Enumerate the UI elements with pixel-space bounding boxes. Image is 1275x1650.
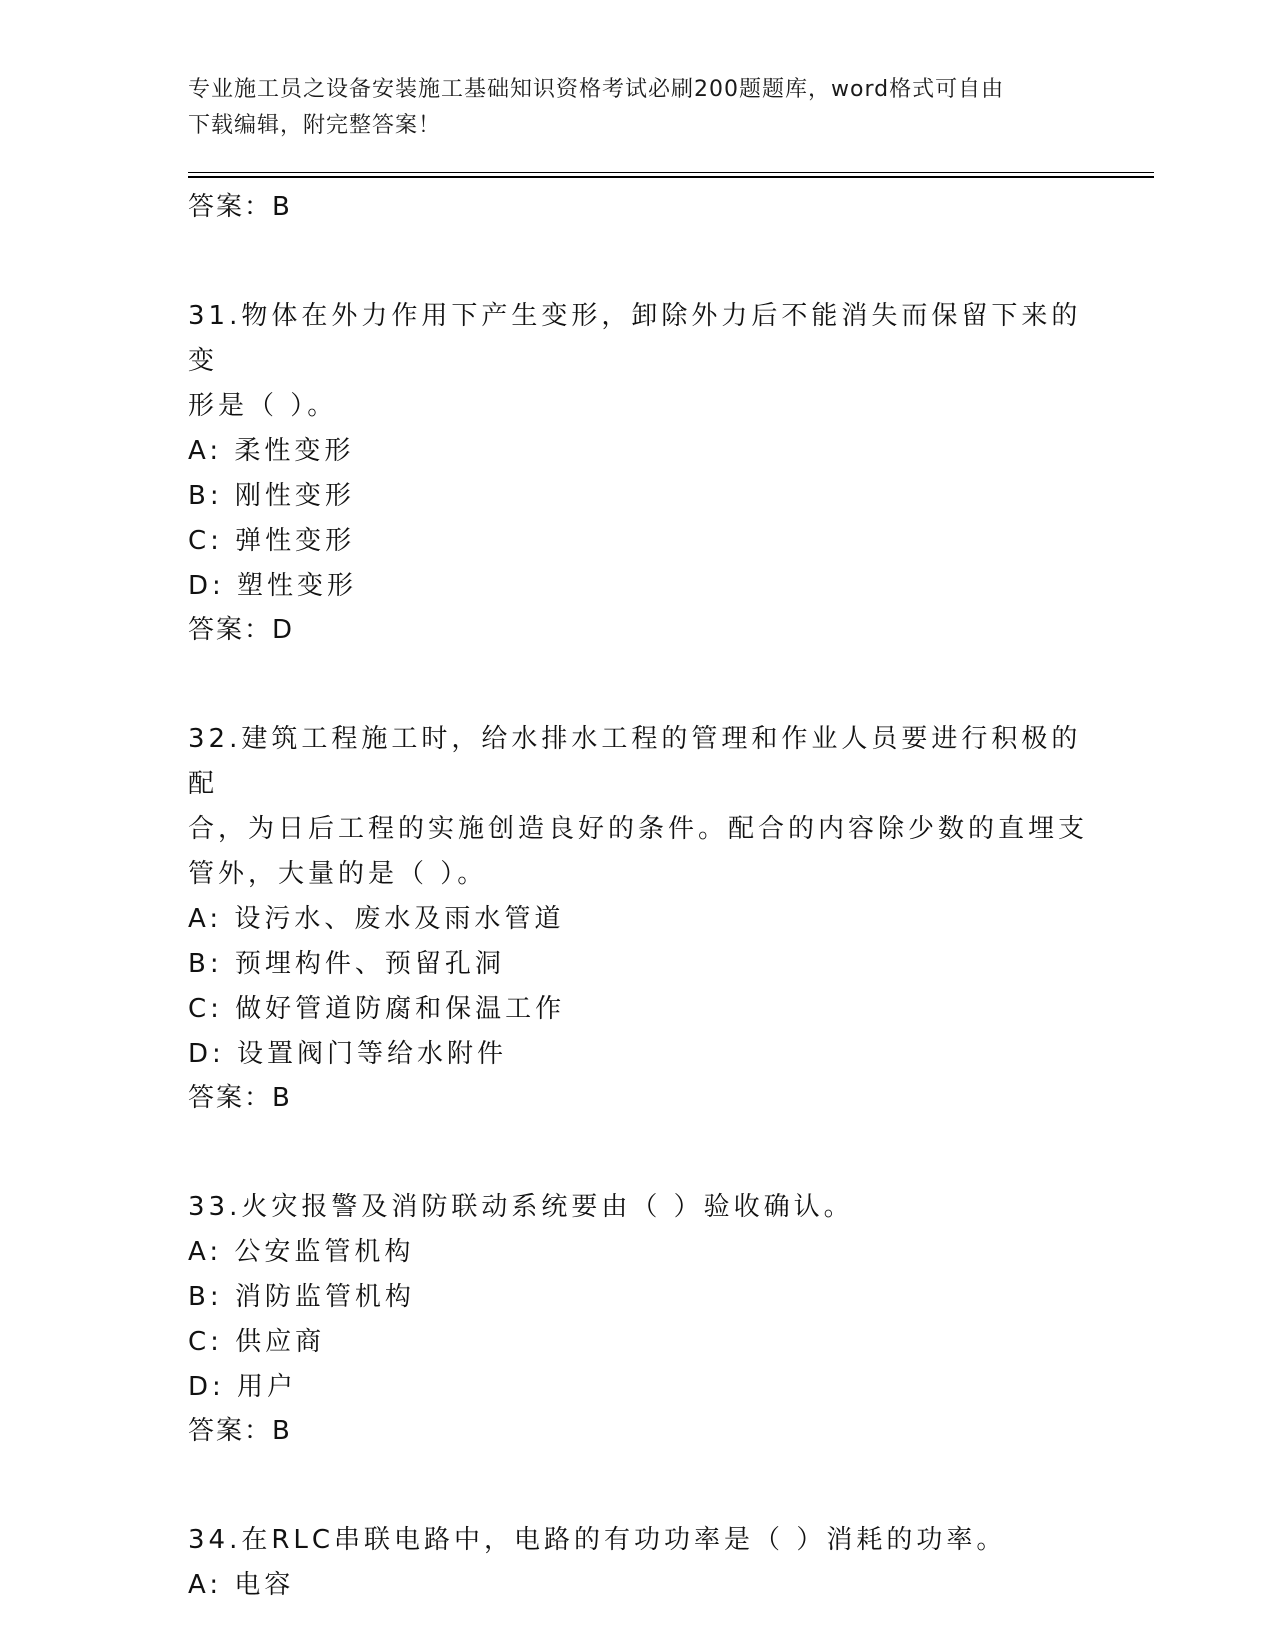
question-34 bbox=[188, 1518, 1088, 1608]
option-c: C: 弹性变形 bbox=[188, 526, 356, 556]
option-a: A: 公安监管机构 bbox=[188, 1237, 415, 1267]
option-c: C: 做好管道防腐和保温工作 bbox=[188, 994, 566, 1024]
option-b: B: 预埋构件、预留孔洞 bbox=[188, 949, 505, 979]
question-stem: 31.物体在外力作用下产生变形，卸除外力后不能消失而保留下来的变 bbox=[188, 301, 1082, 376]
header-line-1: 专业施工员之设备安装施工基础知识资格考试必刷200题题库，word格式可自由 bbox=[188, 77, 1005, 102]
option-a: A: 电容 bbox=[188, 1570, 295, 1600]
question-stem: 合，为日后工程的实施创造良好的条件。配合的内容除少数的直埋支 bbox=[188, 814, 1089, 844]
answer-line: 答案：D bbox=[188, 615, 295, 645]
answer-line: 答案：B bbox=[188, 1416, 292, 1446]
option-a: A: 设污水、废水及雨水管道 bbox=[188, 904, 565, 934]
document-header bbox=[188, 72, 1088, 144]
question-33 bbox=[188, 1185, 1088, 1448]
question-stem: 32.建筑工程施工时，给水排水工程的管理和作业人员要进行积极的配 bbox=[188, 724, 1082, 799]
question-stem: 33.火灾报警及消防联动系统要由（ ）验收确认。 bbox=[188, 1192, 854, 1222]
option-b: B: 消防监管机构 bbox=[188, 1282, 415, 1312]
document-body bbox=[188, 190, 1088, 1608]
header-divider-thin bbox=[188, 172, 1154, 173]
option-c: C: 供应商 bbox=[188, 1327, 326, 1357]
option-b: B: 刚性变形 bbox=[188, 481, 355, 511]
question-32 bbox=[188, 717, 1088, 1115]
question-31 bbox=[188, 294, 1088, 647]
question-stem: 形是（ ）。 bbox=[188, 391, 338, 421]
option-d: D: 塑性变形 bbox=[188, 571, 358, 601]
question-stem: 管外，大量的是（ ）。 bbox=[188, 859, 488, 889]
option-d: D: 用户 bbox=[188, 1372, 298, 1402]
answer-line: 答案：B bbox=[188, 1083, 292, 1113]
header-line-2: 下载编辑，附完整答案！ bbox=[188, 113, 442, 138]
header-divider-thick bbox=[188, 176, 1154, 178]
option-a: A: 柔性变形 bbox=[188, 436, 355, 466]
answer-line: 答案：B bbox=[188, 192, 292, 222]
option-d: D: 设置阀门等给水附件 bbox=[188, 1039, 508, 1069]
question-stem: 34.在RLC串联电路中，电路的有功功率是（ ）消耗的功率。 bbox=[188, 1525, 1007, 1555]
